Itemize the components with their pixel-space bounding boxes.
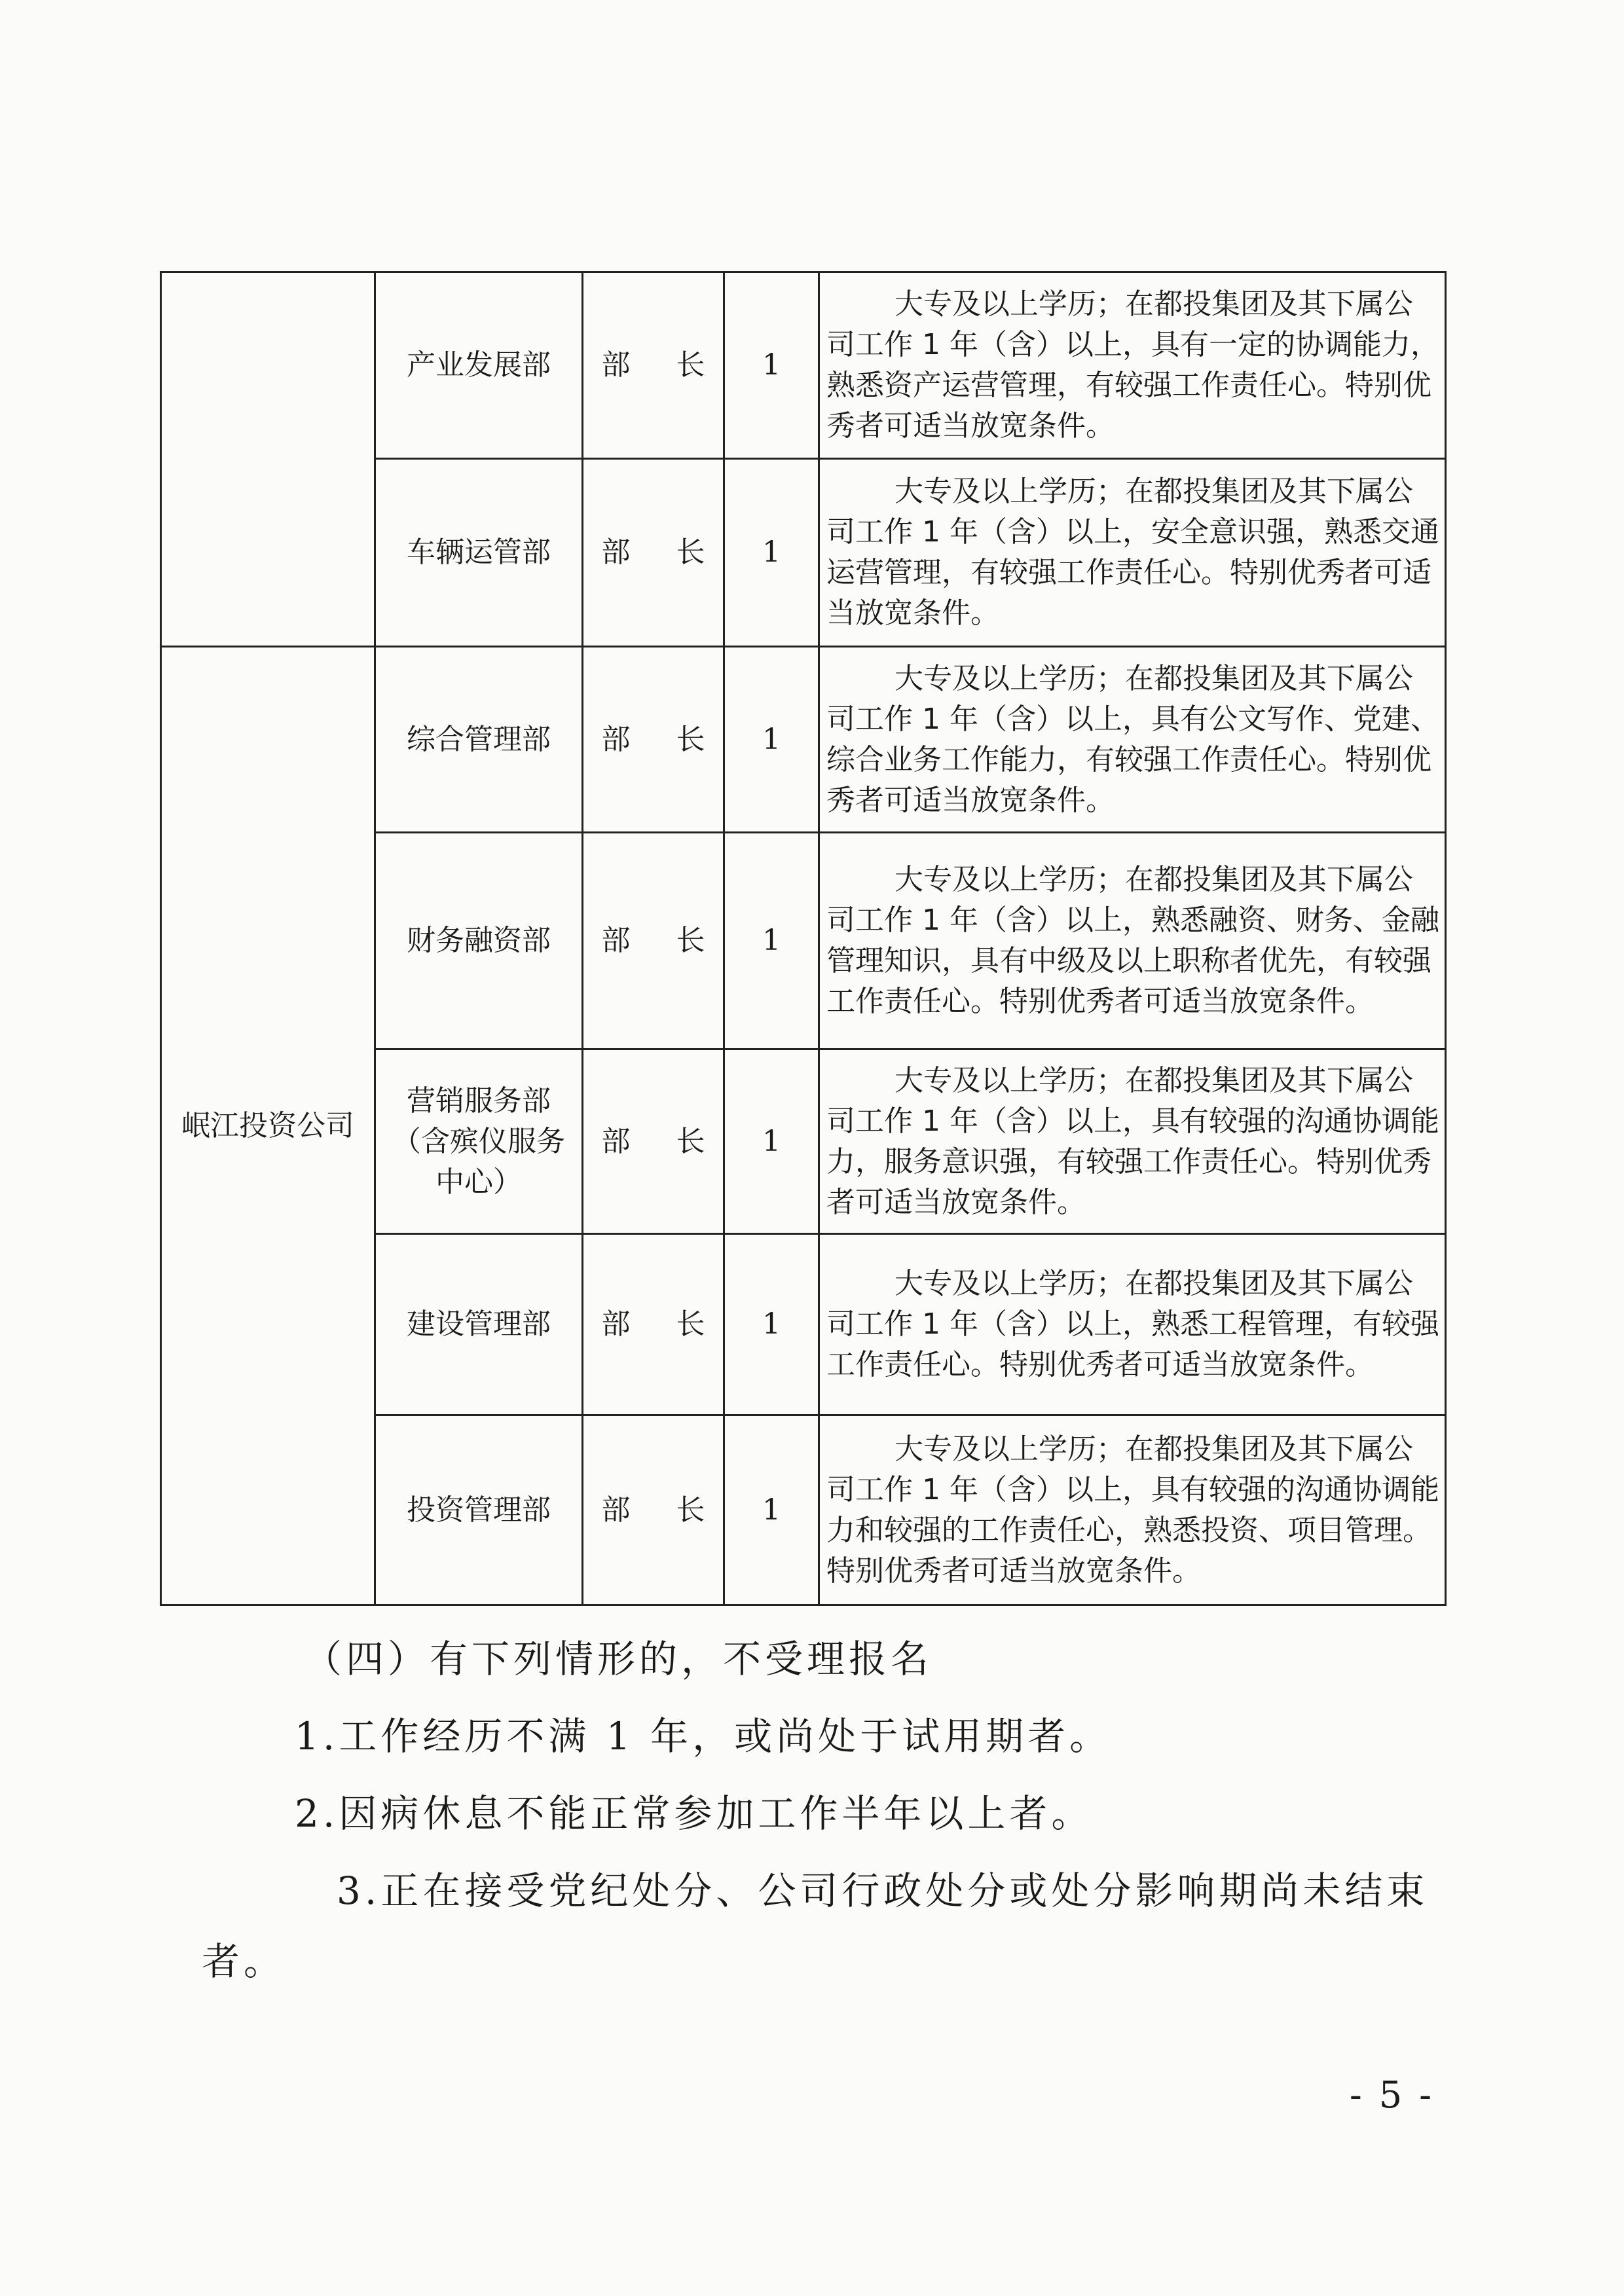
position-char: 部 <box>601 924 631 957</box>
requirements-cell: 大专及以上学历；在都投集团及其下属公司工作 1 年（含）以上，熟悉融资、财务、金融管理知识，具有中级及以上职称者优先，有较强工作责任心。特别优秀者可适当放宽条件。 <box>819 833 1446 1049</box>
position-char: 部 <box>601 722 631 756</box>
requirements-cell: 大专及以上学历；在都投集团及其下属公司工作 1 年（含）以上，具有一定的协调能力，熟悉资产运营管理，有较强工作责任心。特别优秀者可适当放宽条件。 <box>819 272 1446 459</box>
position-char: 部 <box>601 1124 631 1158</box>
recruitment-table-container <box>160 271 1445 1606</box>
department-cell: 营销服务部（含殡仪服务中心） <box>375 1049 583 1234</box>
company-cell: 岷江投资公司 <box>161 647 375 1605</box>
count-cell: 1 <box>724 647 819 833</box>
requirements-cell: 大专及以上学历；在都投集团及其下属公司工作 1 年（含）以上，安全意识强，熟悉交通运营管理，有较强工作责任心。特别优秀者可适当放宽条件。 <box>819 459 1446 647</box>
count-cell: 1 <box>724 1049 819 1234</box>
list-item: 3.正在接受党纪处分、公司行政处分或处分影响期尚未结束者。 <box>202 1868 1429 1984</box>
table-row <box>161 647 1446 833</box>
requirements-cell: 大专及以上学历；在都投集团及其下属公司工作 1 年（含）以上，具有公文写作、党建、综合业务工作能力，有较强工作责任心。特别优秀者可适当放宽条件。 <box>819 647 1446 833</box>
position-char: 长 <box>676 536 705 569</box>
position-char: 长 <box>676 1493 705 1527</box>
count-cell: 1 <box>724 833 819 1049</box>
company-cell <box>161 272 375 647</box>
position-cell <box>583 459 724 647</box>
department-cell: 产业发展部 <box>375 272 583 459</box>
list-item: 1.工作经历不满 1 年，或尚处于试用期者。 <box>295 1714 1112 1758</box>
position-char: 部 <box>601 1493 631 1527</box>
department-cell: 投资管理部 <box>375 1415 583 1605</box>
page-number: - 5 - <box>1349 2074 1434 2117</box>
position-cell <box>583 833 724 1049</box>
department-cell: 财务融资部 <box>375 833 583 1049</box>
department-cell: 建设管理部 <box>375 1234 583 1415</box>
position-char: 长 <box>676 1124 705 1158</box>
position-char: 部 <box>601 1307 631 1341</box>
department-cell: 车辆运管部 <box>375 459 583 647</box>
position-cell <box>583 1415 724 1605</box>
department-cell: 综合管理部 <box>375 647 583 833</box>
count-cell: 1 <box>724 1415 819 1605</box>
position-char: 长 <box>676 722 705 756</box>
position-cell <box>583 1234 724 1415</box>
count-cell: 1 <box>724 1234 819 1415</box>
requirements-cell: 大专及以上学历；在都投集团及其下属公司工作 1 年（含）以上，具有较强的沟通协调能力，服务意识强，有较强工作责任心。特别优秀者可适当放宽条件。 <box>819 1049 1446 1234</box>
list-item: 2.因病休息不能正常参加工作半年以上者。 <box>295 1791 1094 1836</box>
requirements-cell: 大专及以上学历；在都投集团及其下属公司工作 1 年（含）以上，熟悉工程管理，有较强工作责任心。特别优秀者可适当放宽条件。 <box>819 1234 1446 1415</box>
position-cell <box>583 1049 724 1234</box>
position-char: 长 <box>676 924 705 957</box>
count-cell: 1 <box>724 459 819 647</box>
position-char: 部 <box>601 348 631 382</box>
recruitment-table <box>160 271 1447 1606</box>
position-cell <box>583 272 724 459</box>
section-heading: （四）有下列情形的，不受理报名 <box>304 1637 933 1681</box>
position-char: 长 <box>676 348 705 382</box>
position-char: 长 <box>676 1307 705 1341</box>
requirements-cell: 大专及以上学历；在都投集团及其下属公司工作 1 年（含）以上，具有较强的沟通协调能力和较强的工作责任心，熟悉投资、项目管理。特别优秀者可适当放宽条件。 <box>819 1415 1446 1605</box>
position-cell <box>583 647 724 833</box>
position-char: 部 <box>601 536 631 569</box>
count-cell: 1 <box>724 272 819 459</box>
table-row <box>161 272 1446 459</box>
